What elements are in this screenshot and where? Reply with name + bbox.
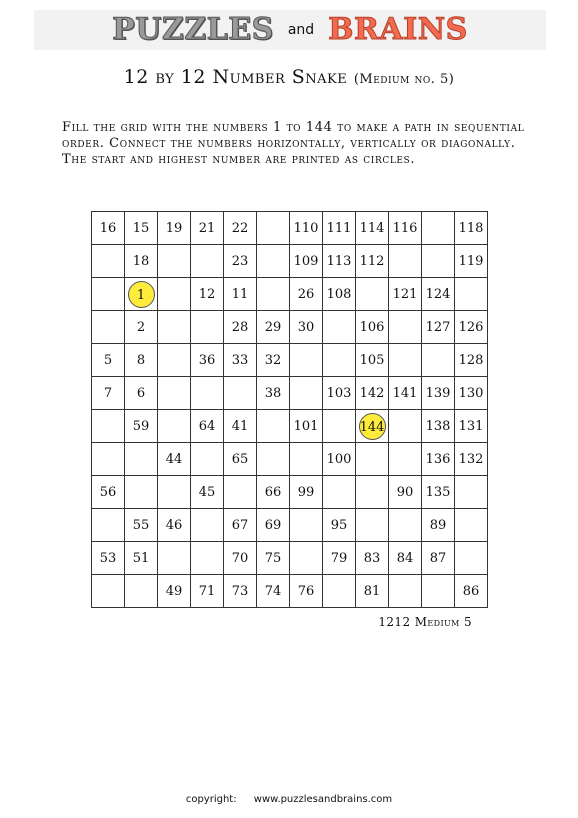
circled-number: 1 — [128, 281, 155, 308]
given-number-cell[interactable]: 67 — [224, 509, 257, 542]
empty-cell[interactable] — [191, 311, 224, 344]
given-number-cell[interactable]: 32 — [257, 344, 290, 377]
given-number-cell[interactable]: 26 — [290, 278, 323, 311]
site-logo[interactable] — [34, 10, 546, 50]
given-number-cell[interactable]: 30 — [290, 311, 323, 344]
empty-cell[interactable] — [92, 245, 125, 278]
empty-cell[interactable] — [257, 245, 290, 278]
empty-cell[interactable] — [455, 476, 488, 509]
given-number-cell[interactable]: 81 — [356, 575, 389, 608]
empty-cell[interactable] — [257, 410, 290, 443]
empty-cell[interactable] — [389, 344, 422, 377]
given-number-cell[interactable]: 75 — [257, 542, 290, 575]
given-number-cell[interactable]: 79 — [323, 542, 356, 575]
empty-cell[interactable] — [389, 245, 422, 278]
empty-cell[interactable] — [290, 443, 323, 476]
given-number-cell[interactable]: 11 — [224, 278, 257, 311]
empty-cell[interactable] — [191, 443, 224, 476]
empty-cell[interactable] — [125, 575, 158, 608]
given-number-cell[interactable]: 90 — [389, 476, 422, 509]
number-snake-grid — [91, 211, 488, 608]
grid-row — [92, 509, 488, 542]
given-number-cell[interactable]: 127 — [422, 311, 455, 344]
instruction-line: The start and highest number are printed as circles. — [62, 152, 416, 167]
given-number-cell[interactable]: 6 — [125, 377, 158, 410]
given-number-cell[interactable]: 89 — [422, 509, 455, 542]
empty-cell[interactable] — [224, 377, 257, 410]
given-number-cell[interactable]: 124 — [422, 278, 455, 311]
empty-cell[interactable] — [92, 509, 125, 542]
empty-cell[interactable] — [92, 410, 125, 443]
instructions — [62, 120, 552, 168]
empty-cell[interactable] — [422, 212, 455, 245]
copyright-label: copyright: — [185, 794, 237, 805]
given-number-cell[interactable]: 113 — [323, 245, 356, 278]
grid-row — [92, 542, 488, 575]
empty-cell[interactable] — [257, 443, 290, 476]
empty-cell[interactable] — [92, 278, 125, 311]
empty-cell[interactable] — [455, 509, 488, 542]
empty-cell[interactable] — [92, 575, 125, 608]
logo-brains-word: BRAINS — [328, 12, 468, 47]
grid-row — [92, 311, 488, 344]
given-number-cell[interactable]: 69 — [257, 509, 290, 542]
given-number-cell[interactable]: 111 — [323, 212, 356, 245]
given-number-cell[interactable]: 141 — [389, 377, 422, 410]
given-number-cell[interactable]: 5 — [92, 344, 125, 377]
empty-cell[interactable] — [455, 278, 488, 311]
header-banner — [34, 10, 546, 50]
given-number-cell[interactable]: 103 — [323, 377, 356, 410]
given-number-cell[interactable]: 99 — [290, 476, 323, 509]
empty-cell[interactable] — [422, 245, 455, 278]
empty-cell[interactable] — [290, 509, 323, 542]
given-number-cell[interactable]: 36 — [191, 344, 224, 377]
given-number-cell[interactable]: 105 — [356, 344, 389, 377]
empty-cell[interactable] — [125, 443, 158, 476]
grid-row — [92, 245, 488, 278]
grid-row — [92, 575, 488, 608]
grid-row — [92, 476, 488, 509]
empty-cell[interactable] — [455, 542, 488, 575]
given-number-cell[interactable]: 59 — [125, 410, 158, 443]
given-number-cell[interactable]: 21 — [191, 212, 224, 245]
empty-cell[interactable] — [323, 410, 356, 443]
given-number-cell[interactable]: 130 — [455, 377, 488, 410]
given-number-cell[interactable]: 7 — [92, 377, 125, 410]
given-number-cell[interactable]: 33 — [224, 344, 257, 377]
given-number-cell[interactable] — [125, 278, 158, 311]
empty-cell[interactable] — [389, 443, 422, 476]
instruction-line: order. Connect the numbers horizontally, vertically or diagonally. — [62, 136, 516, 151]
empty-cell[interactable] — [290, 377, 323, 410]
grid-row — [92, 212, 488, 245]
empty-cell[interactable] — [158, 476, 191, 509]
given-number-cell[interactable]: 84 — [389, 542, 422, 575]
given-number-cell[interactable]: 23 — [224, 245, 257, 278]
empty-cell[interactable] — [92, 311, 125, 344]
given-number-cell[interactable]: 45 — [191, 476, 224, 509]
given-number-cell[interactable]: 128 — [455, 344, 488, 377]
empty-cell[interactable] — [356, 443, 389, 476]
grid-row — [92, 344, 488, 377]
given-number-cell[interactable]: 56 — [92, 476, 125, 509]
empty-cell[interactable] — [422, 344, 455, 377]
empty-cell[interactable] — [389, 410, 422, 443]
empty-cell[interactable] — [257, 212, 290, 245]
empty-cell[interactable] — [290, 344, 323, 377]
given-number-cell[interactable]: 106 — [356, 311, 389, 344]
empty-cell[interactable] — [389, 575, 422, 608]
given-number-cell[interactable]: 29 — [257, 311, 290, 344]
grid-row — [92, 377, 488, 410]
given-number-cell[interactable]: 138 — [422, 410, 455, 443]
given-number-cell[interactable]: 112 — [356, 245, 389, 278]
given-number-cell[interactable]: 15 — [125, 212, 158, 245]
given-number-cell[interactable]: 132 — [455, 443, 488, 476]
empty-cell[interactable] — [389, 311, 422, 344]
empty-cell[interactable] — [158, 311, 191, 344]
logo-and-word: and — [287, 22, 315, 38]
puzzle-title-main: 12 by 12 Number Snake — [123, 66, 348, 88]
empty-cell[interactable] — [257, 278, 290, 311]
given-number-cell[interactable]: 65 — [224, 443, 257, 476]
given-number-cell[interactable]: 53 — [92, 542, 125, 575]
given-number-cell[interactable]: 12 — [191, 278, 224, 311]
given-number-cell[interactable]: 41 — [224, 410, 257, 443]
logo-puzzles-word: PUZZLES — [112, 12, 274, 47]
given-number-cell[interactable] — [356, 410, 389, 443]
given-number-cell[interactable]: 66 — [257, 476, 290, 509]
empty-cell[interactable] — [323, 575, 356, 608]
given-number-cell[interactable]: 28 — [224, 311, 257, 344]
empty-cell[interactable] — [158, 377, 191, 410]
footer — [0, 794, 578, 805]
given-number-cell[interactable]: 73 — [224, 575, 257, 608]
given-number-cell[interactable]: 114 — [356, 212, 389, 245]
grid-row — [92, 410, 488, 443]
empty-cell[interactable] — [158, 542, 191, 575]
given-number-cell[interactable]: 100 — [323, 443, 356, 476]
given-number-cell[interactable]: 101 — [290, 410, 323, 443]
empty-cell[interactable] — [389, 509, 422, 542]
given-number-cell[interactable]: 109 — [290, 245, 323, 278]
given-number-cell[interactable]: 118 — [455, 212, 488, 245]
empty-cell[interactable] — [158, 278, 191, 311]
given-number-cell[interactable]: 18 — [125, 245, 158, 278]
given-number-cell[interactable]: 86 — [455, 575, 488, 608]
empty-cell[interactable] — [224, 476, 257, 509]
given-number-cell[interactable]: 95 — [323, 509, 356, 542]
given-number-cell[interactable]: 64 — [191, 410, 224, 443]
given-number-cell[interactable]: 136 — [422, 443, 455, 476]
empty-cell[interactable] — [191, 542, 224, 575]
empty-cell[interactable] — [356, 476, 389, 509]
empty-cell[interactable] — [356, 278, 389, 311]
empty-cell[interactable] — [92, 443, 125, 476]
given-number-cell[interactable]: 44 — [158, 443, 191, 476]
grid-row — [92, 278, 488, 311]
given-number-cell[interactable]: 108 — [323, 278, 356, 311]
given-number-cell[interactable]: 110 — [290, 212, 323, 245]
given-number-cell[interactable]: 38 — [257, 377, 290, 410]
empty-cell[interactable] — [323, 344, 356, 377]
grid-row — [92, 443, 488, 476]
given-number-cell[interactable]: 116 — [389, 212, 422, 245]
given-number-cell[interactable]: 70 — [224, 542, 257, 575]
empty-cell[interactable] — [191, 509, 224, 542]
empty-cell[interactable] — [323, 476, 356, 509]
given-number-cell[interactable]: 22 — [224, 212, 257, 245]
empty-cell[interactable] — [158, 410, 191, 443]
given-number-cell[interactable]: 119 — [455, 245, 488, 278]
circled-number: 144 — [359, 413, 386, 440]
puzzle-title — [0, 66, 578, 88]
given-number-cell[interactable]: 76 — [290, 575, 323, 608]
puzzle-id: 1212 Medium 5 — [378, 615, 472, 629]
empty-cell[interactable] — [191, 377, 224, 410]
given-number-cell[interactable]: 71 — [191, 575, 224, 608]
website-link[interactable]: www.puzzlesandbrains.com — [253, 794, 393, 805]
given-number-cell[interactable]: 121 — [389, 278, 422, 311]
empty-cell[interactable] — [356, 509, 389, 542]
empty-cell[interactable] — [125, 476, 158, 509]
given-number-cell[interactable]: 131 — [455, 410, 488, 443]
empty-cell[interactable] — [158, 245, 191, 278]
given-number-cell[interactable]: 51 — [125, 542, 158, 575]
given-number-cell[interactable]: 74 — [257, 575, 290, 608]
given-number-cell[interactable]: 135 — [422, 476, 455, 509]
instruction-line: Fill the grid with the numbers 1 to 144 to make a path in sequential — [62, 120, 525, 135]
empty-cell[interactable] — [422, 575, 455, 608]
given-number-cell[interactable]: 49 — [158, 575, 191, 608]
given-number-cell[interactable]: 87 — [422, 542, 455, 575]
given-number-cell[interactable]: 8 — [125, 344, 158, 377]
given-number-cell[interactable]: 19 — [158, 212, 191, 245]
given-number-cell[interactable]: 55 — [125, 509, 158, 542]
empty-cell[interactable] — [158, 344, 191, 377]
given-number-cell[interactable]: 46 — [158, 509, 191, 542]
given-number-cell[interactable]: 83 — [356, 542, 389, 575]
given-number-cell[interactable]: 142 — [356, 377, 389, 410]
given-number-cell[interactable]: 139 — [422, 377, 455, 410]
empty-cell[interactable] — [290, 542, 323, 575]
empty-cell[interactable] — [191, 245, 224, 278]
empty-cell[interactable] — [323, 311, 356, 344]
given-number-cell[interactable]: 2 — [125, 311, 158, 344]
puzzle-title-sub: (Medium no. 5) — [353, 72, 455, 87]
given-number-cell[interactable]: 126 — [455, 311, 488, 344]
given-number-cell[interactable]: 16 — [92, 212, 125, 245]
